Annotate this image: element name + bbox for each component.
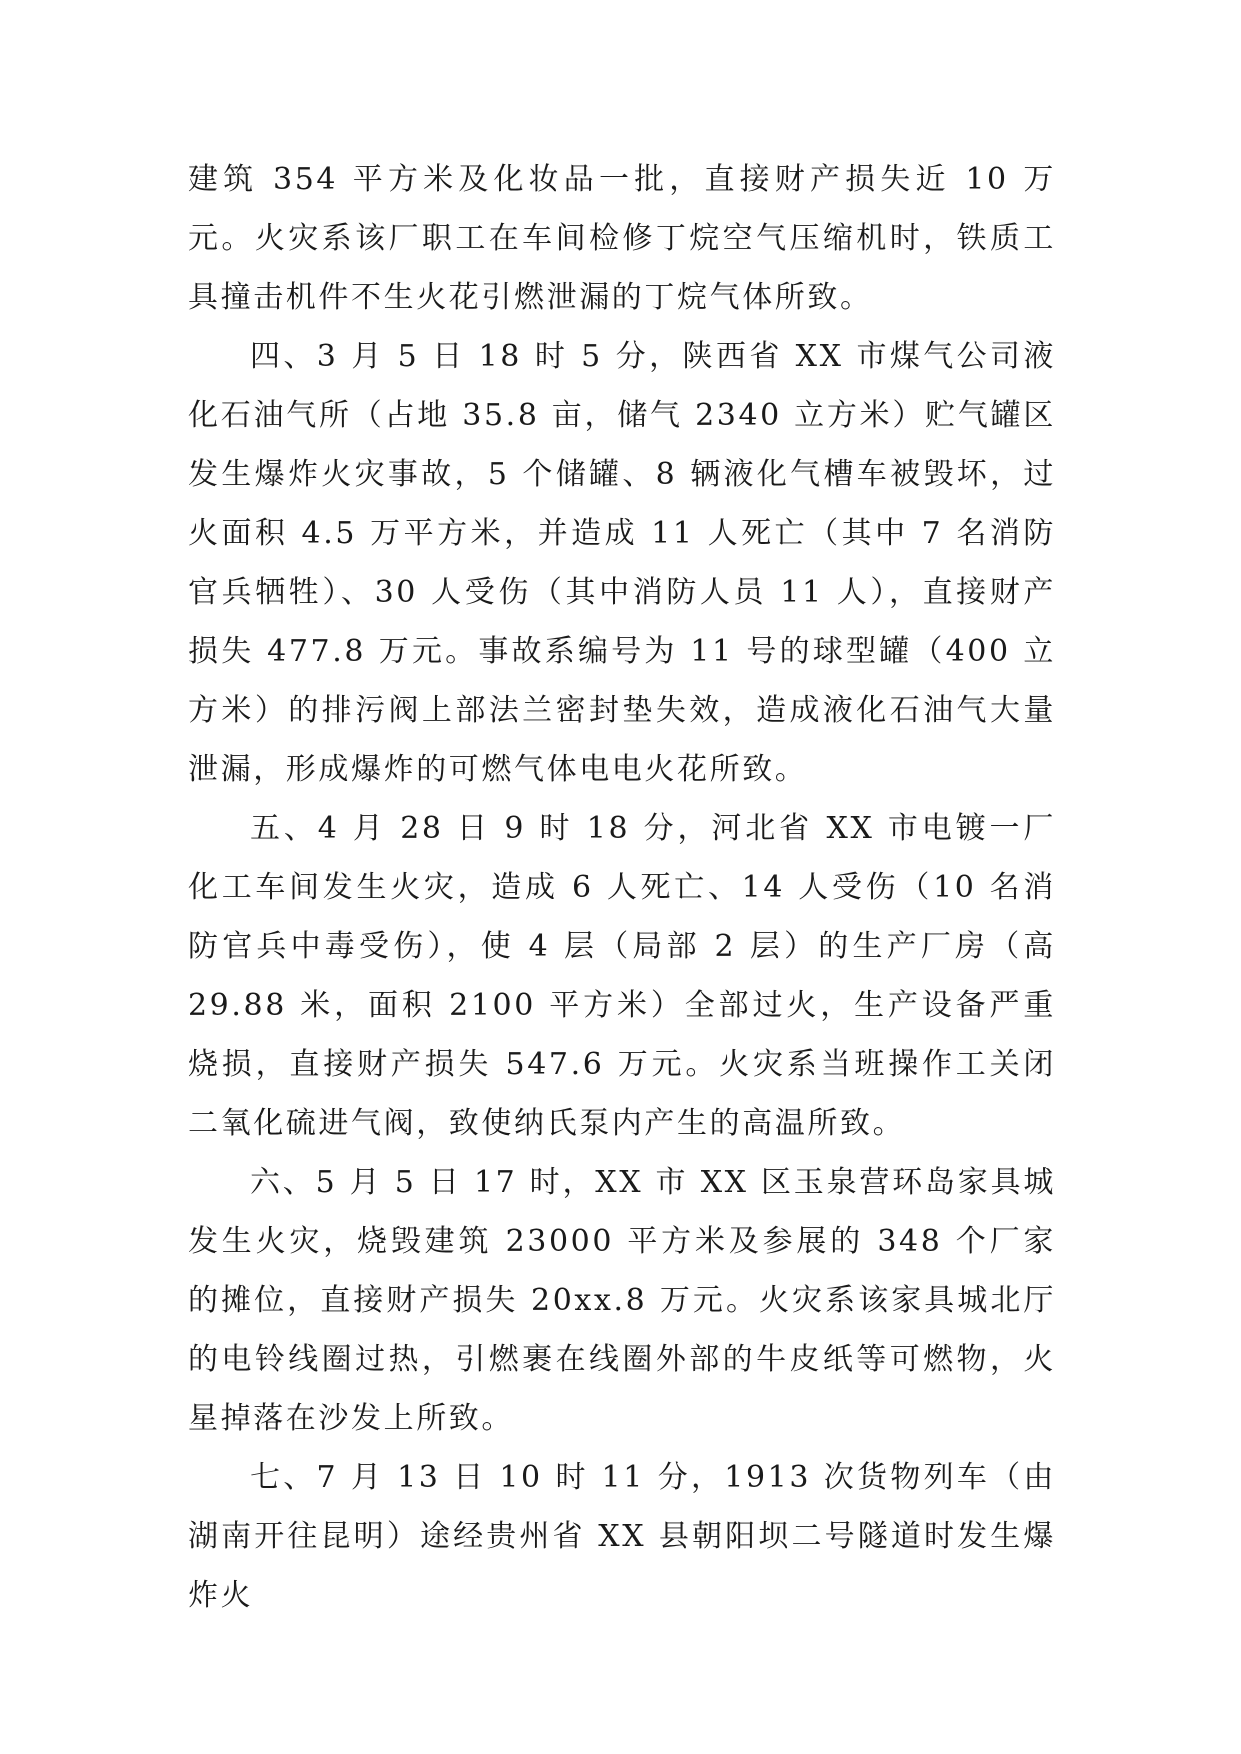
- paragraph-item-five: 五、4 月 28 日 9 时 18 分，河北省 XX 市电镀一厂化工车间发生火灾，造成 6 人死亡、14 人受伤（10 名消防官兵中毒受伤），使 4 层（局部 2 层）的生产厂房（高 29.88 米，面积 2100 平方米）全部过火，生产设备严重烧损，直接财产损失 547.6 万元。火灾系当班操作工关闭二氧化硫进气阀，致使纳氏泵内产生的高温所致。: [188, 811, 1056, 1141]
- paragraph-item-six: 六、5 月 5 日 17 时，XX 市 XX 区玉泉营环岛家具城发生火灾，烧毁建筑 23000 平方米及参展的 348 个厂家的摊位，直接财产损失 20xx.8 万元。火灾系该家具城北厅的电铃线圈过热，引燃裹在线圈外部的牛皮纸等可燃物，火星掉落在沙发上所致。: [188, 1165, 1056, 1436]
- paragraph-item-seven: 七、7 月 13 日 10 时 11 分，1913 次货物列车（由湖南开往昆明）途经贵州省 XX 县朝阳坝二号隧道时发生爆炸火: [188, 1460, 1056, 1613]
- document-body: [188, 150, 1056, 1625]
- paragraph-item-four: 四、3 月 5 日 18 时 5 分，陕西省 XX 市煤气公司液化石油气所（占地 35.8 亩，储气 2340 立方米）贮气罐区发生爆炸火灾事故，5 个储罐、8 辆液化气槽车被毁坏，过火面积 4.5 万平方米，并造成 11 人死亡（其中 7 名消防官兵牺牲）、30 人受伤（其中消防人员 11 人），直接财产损失 477.8 万元。事故系编号为 11 号的球型罐（400 立方米）的排污阀上部法兰密封垫失效，造成液化石油气大量泄漏，形成爆炸的可燃气体电电火花所致。: [188, 339, 1056, 787]
- paragraph-continued: 建筑 354 平方米及化妆品一批，直接财产损失近 10 万元。火灾系该厂职工在车间检修丁烷空气压缩机时，铁质工具撞击机件不生火花引燃泄漏的丁烷气体所致。: [188, 162, 1056, 315]
